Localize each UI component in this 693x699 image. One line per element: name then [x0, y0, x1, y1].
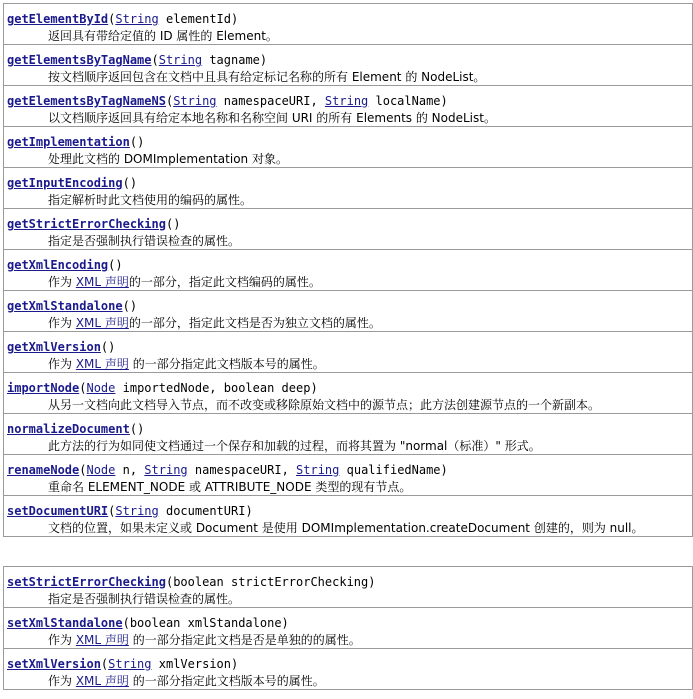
method-signature: getElementsByTagNameNS(String namespaceURI, String localName) — [7, 94, 448, 108]
xml-declaration-link[interactable]: XML 声明 — [75, 275, 129, 289]
param-text: elementId — [158, 12, 231, 26]
method-row — [4, 209, 692, 250]
param-type-link[interactable]: String — [173, 94, 217, 108]
method-description — [48, 193, 252, 207]
method-description — [48, 275, 321, 289]
param-text: importedNode, boolean deep — [115, 381, 311, 395]
param-type-link[interactable]: String — [158, 53, 203, 67]
param-text: xmlVersion — [151, 657, 231, 671]
description-prefix: 作为 — [48, 633, 76, 647]
method-description — [48, 316, 381, 330]
method-signature: renameNode(Node n, String namespaceURI, String qualifiedName) — [7, 463, 448, 477]
method-row — [4, 332, 692, 373]
param-type-link[interactable]: String — [144, 463, 188, 477]
description-text: 返回具有带给定值的 ID 属性的 Element。 — [48, 29, 278, 43]
method-description — [48, 29, 278, 43]
method-row — [4, 455, 692, 496]
method-signature: setDocumentURI(String documentURI) — [7, 504, 253, 518]
method-row — [4, 86, 692, 127]
method-row — [4, 127, 692, 168]
method-row — [4, 649, 692, 690]
description-text: 指定是否强制执行错误检查的属性。 — [48, 234, 241, 248]
param-text: localName — [368, 94, 441, 108]
method-signature: setXmlStandalone(boolean xmlStandalone) — [7, 616, 289, 630]
description-text: 指定是否强制执行错误检查的属性。 — [48, 592, 241, 606]
method-description — [48, 439, 541, 453]
method-name-link[interactable]: getXmlVersion — [7, 340, 101, 354]
method-name-link[interactable]: setDocumentURI — [7, 504, 109, 518]
method-signature: getElementById(String elementId) — [7, 12, 239, 26]
description-text: 从另一文档向此文档导入节点，而不改变或移除原始文档中的源节点；此方法创建源节点的一个新副本。 — [48, 398, 601, 412]
method-name-link[interactable]: setXmlStandalone — [7, 616, 123, 630]
description-text: 以文档顺序返回具有给定本地名称和名称空间 URI 的所有 Elements 的 NodeList。 — [48, 111, 496, 125]
method-signature: getStrictErrorChecking() — [7, 217, 181, 231]
method-name-link[interactable]: getXmlStandalone — [7, 299, 123, 313]
method-signature: getImplementation() — [7, 135, 145, 149]
method-name-link[interactable]: renameNode — [7, 463, 80, 477]
method-name-link[interactable]: importNode — [7, 381, 80, 395]
description-prefix: 作为 — [48, 316, 76, 330]
description-suffix: 的一部分指定此文档是否是单独的的属性。 — [128, 633, 361, 647]
method-description — [48, 633, 361, 647]
method-signature: normalizeDocument() — [7, 422, 145, 436]
method-signature: importNode(Node importedNode, boolean deep) — [7, 381, 318, 395]
method-row — [4, 373, 692, 414]
param-type-link[interactable]: String — [108, 657, 152, 671]
method-row — [4, 608, 692, 649]
method-description — [48, 480, 411, 494]
method-signature: getElementsByTagName(String tagname) — [7, 53, 268, 67]
method-summary-table — [3, 3, 693, 537]
method-description — [48, 70, 485, 84]
description-text: 指定解析时此文档使用的编码的属性。 — [48, 193, 253, 207]
method-signature: getXmlStandalone() — [7, 299, 138, 313]
method-signature: getInputEncoding() — [7, 176, 138, 190]
method-name-link[interactable]: setXmlVersion — [7, 657, 101, 671]
method-row — [4, 4, 692, 45]
method-name-link[interactable]: getElementsByTagNameNS — [7, 94, 166, 108]
param-text: boolean xmlStandalone — [129, 616, 282, 630]
description-suffix: 的一部分指定此文档版本号的属性。 — [128, 357, 325, 371]
method-row — [4, 414, 692, 455]
param-type-link[interactable]: Node — [86, 463, 116, 477]
description-text: 按文档顺序返回包含在文档中且具有给定标记名称的所有 Element 的 NodeList。 — [48, 70, 486, 84]
param-type-link[interactable]: String — [115, 12, 159, 26]
method-name-link[interactable]: getImplementation — [7, 135, 130, 149]
xml-declaration-link[interactable]: XML 声明 — [75, 316, 129, 330]
method-description — [48, 234, 240, 248]
method-signature: getXmlVersion() — [7, 340, 116, 354]
param-text: namespaceURI, — [216, 94, 325, 108]
method-signature: getXmlEncoding() — [7, 258, 123, 272]
param-type-link[interactable]: Node — [86, 381, 116, 395]
param-text: qualifiedName — [339, 463, 441, 477]
param-text: documentURI — [158, 504, 246, 518]
method-description — [48, 592, 240, 606]
method-name-link[interactable]: getStrictErrorChecking — [7, 217, 166, 231]
method-description — [48, 152, 288, 166]
description-text: 处理此文档的 DOMImplementation 对象。 — [48, 152, 288, 166]
description-text: 文档的位置，如果未定义或 Document 是使用 DOMImplementation.createDocument 创建的，则为 null。 — [48, 521, 644, 535]
method-name-link[interactable]: setStrictErrorChecking — [7, 575, 166, 589]
method-description — [48, 357, 325, 371]
method-name-link[interactable]: getInputEncoding — [7, 176, 123, 190]
description-text: 重命名 ELEMENT_NODE 或 ATTRIBUTE_NODE 类型的现有节点。 — [48, 480, 412, 494]
description-prefix: 作为 — [48, 674, 76, 688]
description-suffix: 的一部分，指定此文档编码的属性。 — [128, 275, 321, 289]
method-name-link[interactable]: getElementsByTagName — [7, 53, 152, 67]
method-name-link[interactable]: getElementById — [7, 12, 109, 26]
param-text: tagname — [202, 53, 260, 67]
method-description — [48, 674, 325, 688]
xml-declaration-link[interactable]: XML 声明 — [75, 633, 129, 647]
method-row — [4, 45, 692, 86]
method-name-link[interactable]: normalizeDocument — [7, 422, 130, 436]
param-type-link[interactable]: String — [296, 463, 340, 477]
method-signature: setXmlVersion(String xmlVersion) — [7, 657, 239, 671]
setter-summary-table — [3, 566, 693, 690]
method-row — [4, 250, 692, 291]
param-type-link[interactable]: String — [324, 94, 369, 108]
param-text: boolean strictErrorChecking — [173, 575, 369, 589]
method-description — [48, 398, 600, 412]
xml-declaration-link[interactable]: XML 声明 — [75, 357, 129, 371]
param-type-link[interactable]: String — [115, 504, 159, 518]
param-text: namespaceURI, — [187, 463, 297, 477]
method-row — [4, 567, 692, 608]
method-row — [4, 496, 692, 537]
method-name-link[interactable]: getXmlEncoding — [7, 258, 109, 272]
description-suffix: 的一部分，指定此文档是否为独立文档的属性。 — [128, 316, 381, 330]
description-prefix: 作为 — [48, 275, 76, 289]
description-prefix: 作为 — [48, 357, 76, 371]
xml-declaration-link[interactable]: XML 声明 — [75, 674, 129, 688]
description-suffix: 的一部分指定此文档版本号的属性。 — [128, 674, 325, 688]
method-signature: setStrictErrorChecking(boolean strictErrorChecking) — [7, 575, 376, 589]
param-text: n, — [115, 463, 145, 477]
method-description — [48, 111, 496, 125]
method-description — [48, 521, 644, 535]
method-row — [4, 291, 692, 332]
method-row — [4, 168, 692, 209]
description-text: 此方法的行为如同使文档通过一个保存和加载的过程，而将其置为 "normal（标准）" 形式。 — [48, 439, 541, 453]
